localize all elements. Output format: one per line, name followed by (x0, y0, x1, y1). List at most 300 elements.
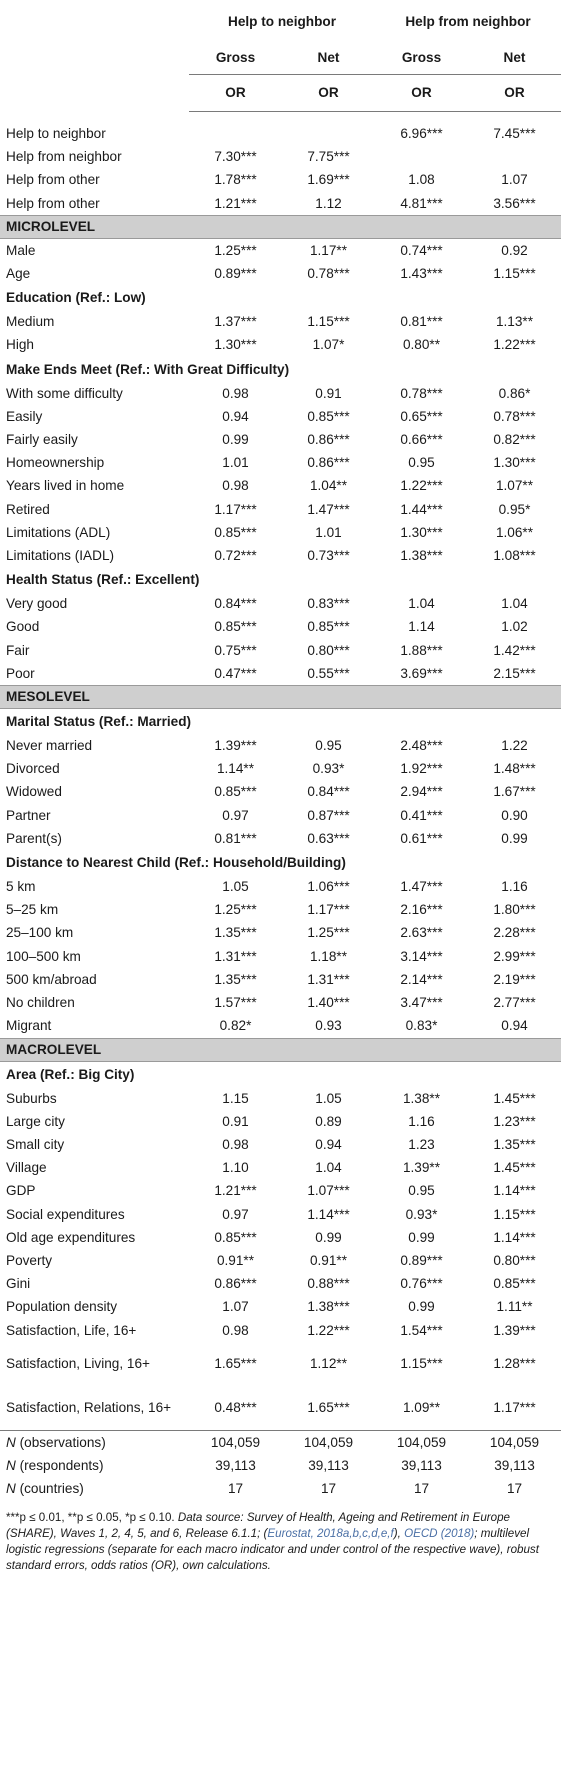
cell-value: 0.80*** (493, 1252, 536, 1268)
cell-value: 1.54*** (400, 1322, 443, 1338)
row-label-n: N (6, 1434, 16, 1450)
cell-value: 0.98 (222, 478, 249, 494)
cell-value: 1.15 (222, 1090, 249, 1106)
table-row (0, 333, 561, 356)
table-row (0, 451, 561, 474)
cell-value: 1.35*** (214, 971, 257, 987)
cell-value: 1.16 (501, 879, 528, 895)
footnote-separator: ), (393, 1527, 405, 1541)
cell-value: 1.07 (222, 1299, 249, 1315)
cell-value: 0.55*** (307, 665, 350, 681)
cell-value: 1.07*** (307, 1183, 350, 1199)
row-label: Gini (6, 1276, 31, 1292)
cell-value: 1.38*** (307, 1299, 350, 1315)
cell-value: 0.82*** (493, 432, 536, 448)
row-label: Poverty (6, 1252, 53, 1268)
cell-value: 1.39** (402, 1160, 441, 1176)
cell-value: 0.41*** (400, 807, 443, 823)
cell-value: 1.04 (501, 596, 528, 612)
header-row-groups (0, 2, 561, 41)
cell-value: 1.14*** (307, 1206, 350, 1222)
cell-value: 6.96*** (400, 126, 443, 141)
cell-value: 0.85*** (307, 619, 350, 635)
cell-value: 1.39*** (493, 1322, 536, 1338)
cell-value: 1.48*** (493, 761, 536, 777)
cell-value: 1.42*** (493, 642, 536, 658)
cell-value: 1.47*** (307, 501, 350, 517)
cell-value: 1.31*** (214, 948, 257, 964)
footnote-source-b: ; multilevel logistic regressions (separate for each macro indicator and under control of the respective wave), robust standard errors, odds ratios (OR), own calculations. (6, 1527, 539, 1573)
row-label: Divorced (6, 761, 60, 777)
row-label: Retired (6, 501, 50, 517)
table-row (0, 921, 561, 944)
cell-value: 0.86* (498, 385, 531, 401)
cell-value: 0.80*** (307, 642, 350, 658)
cell-value: 0.97 (222, 1206, 249, 1222)
row-label-rest: (countries) (15, 1481, 84, 1497)
cell-value: 0.91 (315, 385, 342, 401)
sample-size-row (0, 1477, 561, 1500)
cell-value: 1.40*** (307, 995, 350, 1011)
table-row (0, 544, 561, 567)
cell-value: 1.45*** (493, 1090, 536, 1106)
cell-value: 1.78*** (214, 172, 257, 188)
group-header-row (0, 285, 561, 310)
cell-value: 0.89*** (400, 1252, 443, 1268)
cell-value: 1.04 (408, 596, 435, 612)
table-row (0, 662, 561, 686)
cell-value: 0.76*** (400, 1276, 443, 1292)
row-label: High (6, 337, 34, 353)
table-row (0, 991, 561, 1014)
cell-value: 2.19*** (493, 971, 536, 987)
cell-value: 0.92 (501, 242, 528, 258)
cell-value: 0.85*** (214, 784, 257, 800)
footnote-citation-eurostat[interactable]: Eurostat, 2018a,b,c,d,e,f (267, 1527, 394, 1541)
cell-value: 0.81*** (400, 314, 443, 330)
cell-value: 1.22*** (493, 337, 536, 353)
table-row (0, 474, 561, 497)
cell-value: 1.07 (501, 172, 528, 188)
cell-value: 0.85*** (214, 524, 257, 540)
cell-value: 0.99 (408, 1229, 435, 1245)
header-blank (0, 75, 189, 112)
cell-value: 2.77*** (493, 995, 536, 1011)
cell-value: 0.95 (315, 738, 342, 754)
row-label: Easily (6, 408, 43, 424)
cell-value: 3.14*** (400, 948, 443, 964)
cell-value: 2.28*** (493, 925, 536, 941)
cell-value: 1.37*** (214, 314, 257, 330)
cell-value: 1.28*** (493, 1356, 536, 1372)
cell-value: 2.63*** (400, 925, 443, 941)
cell-value: 1.08 (408, 172, 435, 188)
cell-value: 1.08*** (493, 548, 536, 564)
row-label: Population density (6, 1299, 118, 1315)
cell-value: 0.90 (501, 807, 528, 823)
table-row (0, 898, 561, 921)
cell-value: 0.48*** (214, 1400, 257, 1416)
table-row (0, 122, 561, 145)
header-blank (0, 2, 189, 41)
cell-value: 0.95 (408, 455, 435, 471)
table-row (0, 1203, 561, 1226)
row-label (0, 1430, 189, 1454)
table-row (0, 945, 561, 968)
cell-value: 1.69*** (307, 172, 350, 188)
cell-value: 1.21*** (214, 1183, 257, 1199)
cell-value: 17 (413, 1481, 430, 1497)
cell-value: 39,113 (308, 1457, 349, 1473)
section-label: MESOLEVEL (0, 686, 561, 709)
cell-value: 2.15*** (493, 665, 536, 681)
cell-value: 2.48*** (400, 738, 443, 754)
cell-value: 1.25*** (214, 902, 257, 918)
cell-value: 7.45*** (493, 126, 536, 141)
cell-value: 0.91 (222, 1113, 249, 1129)
row-label: 100–500 km (6, 948, 81, 964)
cell-value: 0.91** (216, 1252, 255, 1268)
cell-value: 0.80** (402, 337, 441, 353)
table-row (0, 1342, 561, 1386)
header-help-from-neighbor: Help from neighbor (405, 13, 531, 29)
footnote-source-a: Data source: Survey of Health, Ageing and Retirement in Europe (SHARE), Waves 1, 2, 4, 5, and 6, Release 6.1.1; ( (6, 1511, 510, 1541)
row-label: Help from neighbor (6, 149, 122, 165)
cell-value: 0.99 (408, 1299, 435, 1315)
cell-value: 1.07** (495, 478, 534, 494)
cell-value: 0.94 (222, 408, 249, 424)
cell-value: 2.99*** (493, 948, 536, 964)
cell-value: 1.39*** (214, 738, 257, 754)
cell-value: 0.94 (501, 1018, 528, 1034)
cell-value: 0.63*** (307, 830, 350, 846)
cell-value: 1.65*** (214, 1356, 257, 1372)
cell-value: 1.06*** (307, 879, 350, 895)
cell-value: 1.23 (408, 1136, 435, 1152)
cell-value: 1.22 (501, 738, 528, 754)
cell-value (282, 122, 375, 145)
cell-value: 104,059 (189, 1430, 282, 1454)
footnote-citation-oecd[interactable]: OECD (2018) (404, 1527, 475, 1541)
cell-value (189, 122, 282, 145)
row-label: Village (6, 1160, 47, 1176)
row-label (0, 1477, 189, 1500)
cell-value: 0.86*** (307, 455, 350, 471)
cell-value: 0.78*** (400, 385, 443, 401)
cell-value: 0.99 (222, 432, 249, 448)
cell-value: 1.15*** (307, 314, 350, 330)
row-label: 5–25 km (6, 902, 59, 918)
row-label: Very good (6, 596, 68, 612)
cell-value: 0.93* (405, 1206, 438, 1222)
section-header-row (0, 1038, 561, 1061)
cell-value: 17 (227, 1481, 244, 1497)
row-label: Satisfaction, Life, 16+ (6, 1322, 137, 1338)
cell-value: 3.47*** (400, 995, 443, 1011)
cell-value: 0.86*** (307, 432, 350, 448)
group-label: Marital Status (Ref.: Married) (6, 714, 192, 730)
cell-value: 0.98 (222, 1136, 249, 1152)
row-label: Fair (6, 642, 30, 658)
sample-size-row (0, 1430, 561, 1454)
table-row (0, 498, 561, 521)
row-label: Medium (6, 314, 55, 330)
cell-value: 17 (320, 1481, 337, 1497)
row-label: Migrant (6, 1018, 52, 1034)
table-footnote (0, 1500, 561, 1574)
cell-value: 1.15*** (493, 1206, 536, 1222)
header-or-4: OR (468, 75, 561, 112)
cell-value: 7.30*** (214, 149, 257, 165)
table-row (0, 1386, 561, 1431)
cell-value: 1.16 (408, 1113, 435, 1129)
row-label (0, 1454, 189, 1477)
table-row (0, 757, 561, 780)
group-header-row (0, 567, 561, 592)
cell-value: 0.86*** (214, 1276, 257, 1292)
table-row (0, 1179, 561, 1202)
cell-value: 1.15*** (400, 1356, 443, 1372)
cell-value: 1.35*** (214, 925, 257, 941)
cell-value: 1.31*** (307, 971, 350, 987)
table-row (0, 827, 561, 850)
section-header-row (0, 686, 561, 709)
table-row (0, 192, 561, 216)
cell-value: 0.98 (222, 1322, 249, 1338)
header-or-2: OR (282, 75, 375, 112)
row-label: Fairly easily (6, 432, 78, 448)
table-row (0, 968, 561, 991)
cell-value: 0.85*** (214, 1229, 257, 1245)
table-row (0, 780, 561, 803)
cell-value: 0.85*** (307, 408, 350, 424)
cell-value: 1.25*** (307, 925, 350, 941)
cell-value: 3.69*** (400, 665, 443, 681)
cell-value: 0.47*** (214, 665, 257, 681)
cell-value: 0.89*** (214, 266, 257, 282)
cell-value: 1.04** (309, 478, 348, 494)
cell-value: 0.99 (501, 830, 528, 846)
cell-value: 0.84*** (307, 784, 350, 800)
table-row (0, 145, 561, 168)
row-label: Social expenditures (6, 1206, 125, 1222)
table-row (0, 428, 561, 451)
row-label: 5 km (6, 879, 36, 895)
section-header-row (0, 215, 561, 238)
header-help-to-neighbor: Help to neighbor (228, 13, 336, 29)
cell-value: 1.12 (315, 195, 342, 211)
cell-value: 1.15*** (493, 266, 536, 282)
sample-size-row (0, 1454, 561, 1477)
cell-value: 1.21*** (214, 195, 257, 211)
cell-value: 1.09** (402, 1400, 441, 1416)
cell-value: 1.47*** (400, 879, 443, 895)
cell-value: 0.78*** (307, 266, 350, 282)
table-row (0, 1272, 561, 1295)
table-row (0, 734, 561, 757)
row-label-rest: (respondents) (15, 1457, 104, 1473)
table-row (0, 310, 561, 333)
cell-value: 0.75*** (214, 642, 257, 658)
cell-value (468, 145, 561, 168)
table-row (0, 615, 561, 638)
group-header-row (0, 1061, 561, 1087)
cell-value: 104,059 (375, 1430, 468, 1454)
cell-value: 0.85*** (214, 619, 257, 635)
row-label: Age (6, 266, 31, 282)
header-gap (0, 112, 561, 123)
cell-value: 1.25*** (214, 242, 257, 258)
table-row (0, 1156, 561, 1179)
cell-value: 17 (506, 1481, 523, 1497)
header-net-1: Net (282, 41, 375, 75)
cell-value: 4.81*** (400, 195, 443, 211)
header-net-2: Net (468, 41, 561, 75)
cell-value: 0.83*** (307, 596, 350, 612)
cell-value: 1.44*** (400, 501, 443, 517)
table-row (0, 804, 561, 827)
row-label: Male (6, 242, 36, 258)
cell-value: 0.81*** (214, 830, 257, 846)
header-blank (0, 41, 189, 75)
cell-value: 0.99 (315, 1229, 342, 1245)
row-label: Large city (6, 1113, 65, 1129)
section-label: MACROLEVEL (0, 1038, 561, 1061)
cell-value: 1.30*** (493, 455, 536, 471)
cell-value: 0.91** (309, 1252, 348, 1268)
cell-value: 39,113 (401, 1457, 442, 1473)
table-row (0, 1226, 561, 1249)
cell-value: 1.14 (408, 619, 435, 635)
table-row (0, 238, 561, 262)
cell-value: 1.43*** (400, 266, 443, 282)
cell-value: 104,059 (468, 1430, 561, 1454)
group-label: Distance to Nearest Child (Ref.: Household/Building) (6, 855, 346, 871)
row-label: With some difficulty (6, 385, 123, 401)
row-label: Help from other (6, 172, 100, 188)
table-row (0, 592, 561, 615)
cell-value: 1.17*** (493, 1400, 536, 1416)
cell-value: 0.87*** (307, 807, 350, 823)
header-row-sub (0, 41, 561, 75)
table-row (0, 382, 561, 405)
cell-value: 2.94*** (400, 784, 443, 800)
header-gross-2: Gross (375, 41, 468, 75)
cell-value: 1.88*** (400, 642, 443, 658)
cell-value: 1.80*** (493, 902, 536, 918)
cell-value (375, 145, 468, 168)
cell-value: 1.17** (309, 242, 348, 258)
group-header-row (0, 850, 561, 875)
cell-value: 1.30*** (214, 337, 257, 353)
row-label: Help from other (6, 195, 100, 211)
cell-value: 104,059 (282, 1430, 375, 1454)
header-row-metric (0, 75, 561, 112)
cell-value: 1.01 (222, 455, 249, 471)
cell-value: 0.85*** (493, 1276, 536, 1292)
row-label: Old age expenditures (6, 1229, 136, 1245)
table-row (0, 1319, 561, 1342)
cell-value: 1.05 (315, 1090, 342, 1106)
results-table (0, 2, 561, 1500)
cell-value: 0.94 (315, 1136, 342, 1152)
cell-value: 1.04 (315, 1160, 342, 1176)
group-label: Health Status (Ref.: Excellent) (6, 572, 200, 588)
cell-value: 0.82* (219, 1018, 252, 1034)
row-label: No children (6, 995, 75, 1011)
cell-value: 1.13** (495, 314, 534, 330)
row-label: Years lived in home (6, 478, 125, 494)
table-row (0, 639, 561, 662)
row-label: Small city (6, 1136, 65, 1152)
cell-value: 1.07* (312, 337, 345, 353)
table-row (0, 405, 561, 428)
cell-value: 0.61*** (400, 830, 443, 846)
row-label: Good (6, 619, 40, 635)
table-row (0, 168, 561, 191)
cell-value: 1.92*** (400, 761, 443, 777)
cell-value: 1.14*** (493, 1183, 536, 1199)
table-row (0, 262, 561, 285)
row-label-n: N (6, 1457, 16, 1473)
row-label: 25–100 km (6, 925, 74, 941)
cell-value: 1.38*** (400, 548, 443, 564)
cell-value: 2.14*** (400, 971, 443, 987)
cell-value: 1.22*** (307, 1322, 350, 1338)
cell-value: 0.89 (315, 1113, 342, 1129)
table-body (0, 122, 561, 1500)
cell-value: 1.12** (309, 1356, 348, 1372)
cell-value: 7.75*** (307, 149, 350, 165)
cell-value: 1.17*** (307, 902, 350, 918)
row-label: Limitations (ADL) (6, 524, 111, 540)
cell-value: 1.45*** (493, 1160, 536, 1176)
row-label: Poor (6, 665, 35, 681)
row-label: Satisfaction, Living, 16+ (6, 1356, 150, 1372)
row-label: Help to neighbor (6, 126, 106, 141)
header-gross-1: Gross (189, 41, 282, 75)
cell-value: 1.01 (315, 524, 342, 540)
cell-value: 1.10 (222, 1160, 249, 1176)
row-label: Parent(s) (6, 830, 62, 846)
cell-value: 39,113 (494, 1457, 535, 1473)
cell-value: 1.14** (216, 761, 255, 777)
cell-value: 1.67*** (493, 784, 536, 800)
table-row (0, 1110, 561, 1133)
table-row (0, 521, 561, 544)
group-label: Area (Ref.: Big City) (6, 1066, 135, 1082)
row-label: Suburbs (6, 1090, 57, 1106)
section-label: MICROLEVEL (0, 215, 561, 238)
cell-value: 0.65*** (400, 408, 443, 424)
cell-value: 2.16*** (400, 902, 443, 918)
group-label: Education (Ref.: Low) (6, 290, 146, 306)
row-label: Partner (6, 807, 51, 823)
row-label: Limitations (IADL) (6, 548, 115, 564)
cell-value: 0.95 (408, 1183, 435, 1199)
cell-value: 3.56*** (493, 195, 536, 211)
cell-value: 0.98 (222, 385, 249, 401)
header-or-1: OR (189, 75, 282, 112)
cell-value: 1.65*** (307, 1400, 350, 1416)
cell-value: 1.35*** (493, 1136, 536, 1152)
cell-value: 39,113 (215, 1457, 256, 1473)
group-header-row (0, 357, 561, 382)
cell-value: 0.83* (405, 1018, 438, 1034)
cell-value: 0.84*** (214, 596, 257, 612)
cell-value: 1.02 (501, 619, 528, 635)
cell-value: 1.14*** (493, 1229, 536, 1245)
